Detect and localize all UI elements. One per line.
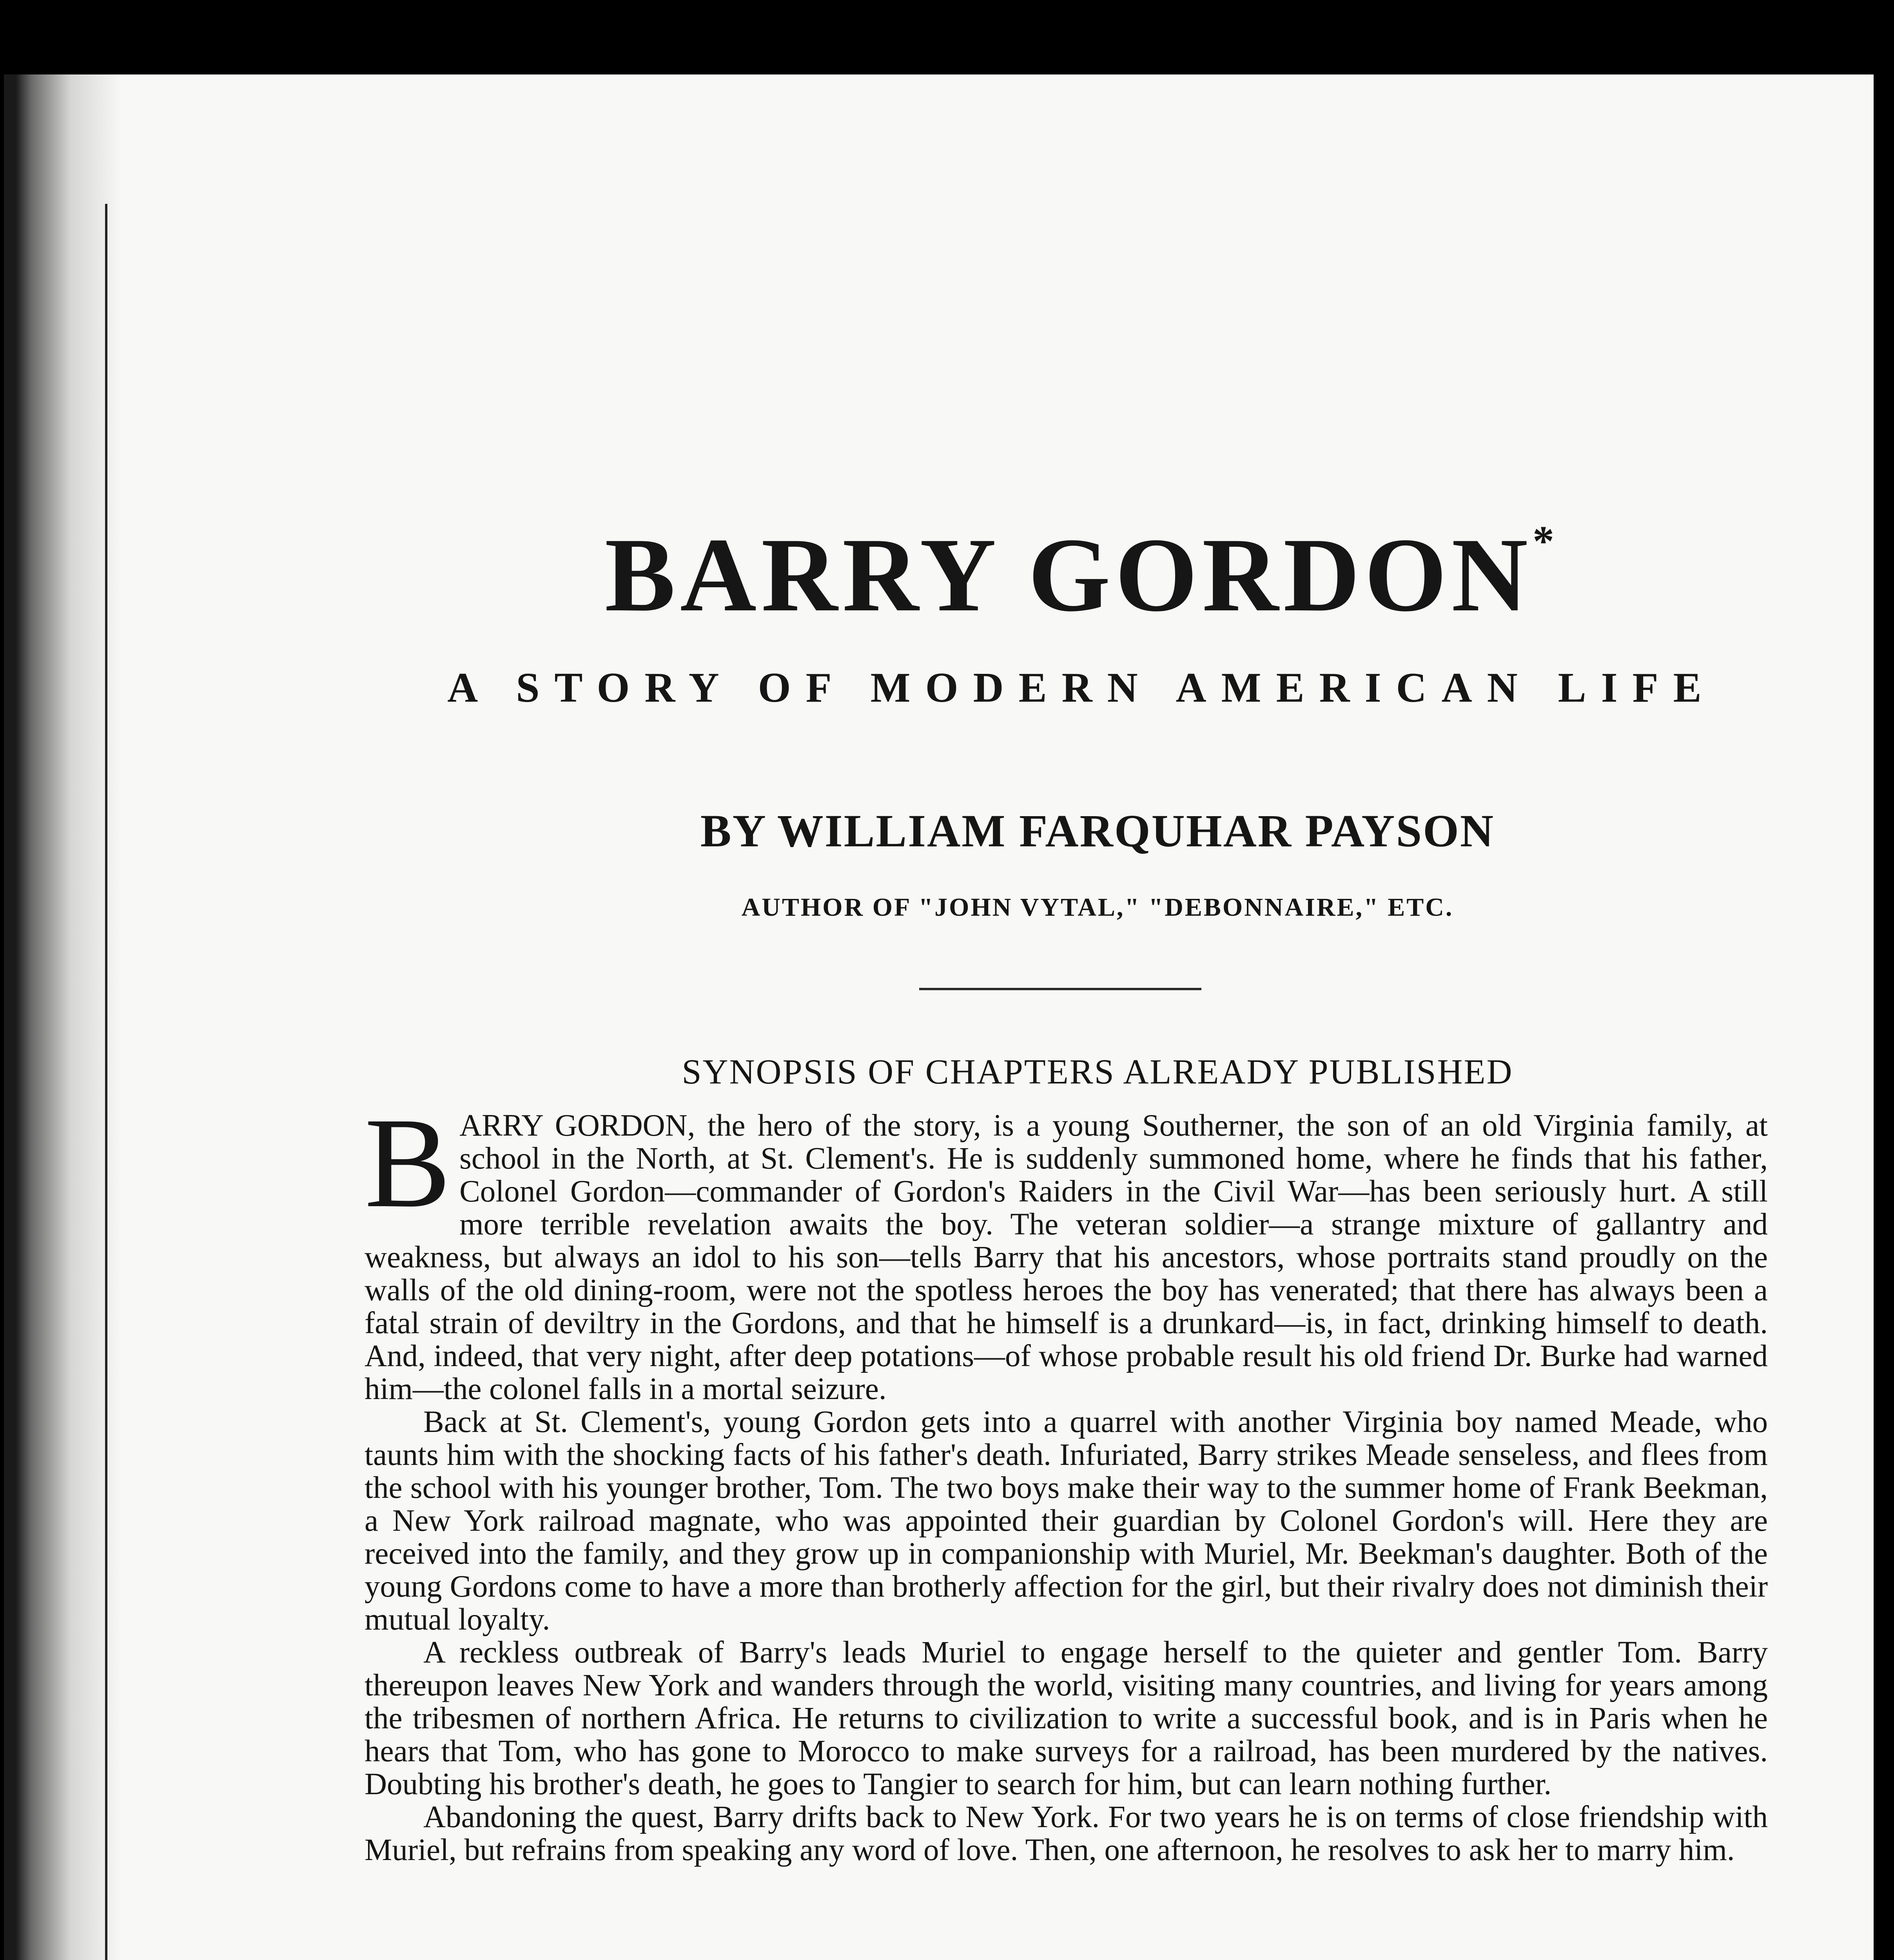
page-gutter-shadow	[4, 74, 122, 1960]
synopsis-paragraph: BARRY GORDON, the hero of the story, is a young Southerner, the son of an old Virginia family, at school in the North, at St. Clement's. He is suddenly summoned home, where he finds that his father, Colonel Gordon—commander of Gordon's Raiders in the Civil War—has been seriously hurt. A still more terrible revelation awaits the boy. The veteran soldier—a strange mixture of gallantry and weakness, but always an idol to his son—tells Barry that his ancestors, whose portraits stand proudly on the walls of the old dining-room, were not the spotless heroes the boy has venerated; that there has always been a fatal strain of deviltry in the Gordons, and that he himself is a drunkard—is, in fact, drinking himself to death. And, indeed, that very night, after deep potations—of whose probable result his old friend Dr. Burke had warned him—the colonel falls in a mortal seizure.	[365, 1091, 1768, 1406]
synopsis-heading: SYNOPSIS OF CHAPTERS ALREADY PUBLISHED	[682, 1053, 1513, 1091]
synopsis-dropcap: B	[365, 1091, 451, 1234]
scan-border	[1874, 74, 1894, 1960]
story-title: BARRY GORDON*	[604, 516, 1559, 633]
divider-rule	[919, 988, 1201, 990]
synopsis	[365, 1091, 1768, 1867]
binding-edge	[105, 204, 107, 1960]
story-subtitle: A STORY OF MODERN AMERICAN LIFE	[447, 664, 1716, 711]
title-footnote-mark: *	[1533, 517, 1559, 565]
author-previous-works: AUTHOR OF "JOHN VYTAL," "DEBONNAIRE," ETC.	[741, 893, 1454, 922]
author-byline: BY WILLIAM FARQUHAR PAYSON	[700, 805, 1495, 857]
synopsis-paragraph: Abandoning the quest, Barry drifts back to New York. For two years he is on terms of close friendship with Muriel, but refrains from speaking any word of love. Then, one afternoon, he resolves to ask her to marry him.	[365, 1800, 1768, 1867]
synopsis-paragraph: Back at St. Clement's, young Gordon gets into a quarrel with another Virginia boy named Meade, who taunts him with the shocking facts of his father's death. Infuriated, Barry strikes Meade senseless, and flees from the school with his younger brother, Tom. The two boys make their way to the summer home of Frank Beekman, a New York railroad magnate, who was appointed their guardian by Colonel Gordon's will. Here they are received into the family, and they grow up in companionship with Muriel, Mr. Beekman's daughter. Both of the young Gordons come to have a more than brotherly affection for the girl, but their rivalry does not diminish their mutual loyalty.	[365, 1405, 1768, 1637]
synopsis-paragraph: A reckless outbreak of Barry's leads Muriel to engage herself to the quieter and gentler Tom. Barry thereupon leaves New York and wanders through the world, visiting many countries, and living for years among the tribesmen of northern Africa. He returns to civilization to write a successful book, and is in Paris when he hears that Tom, who has gone to Morocco to make surveys for a railroad, has been murdered by the natives. Doubting his brother's death, he goes to Tangier to search for him, but can learn nothing further.	[365, 1635, 1768, 1801]
